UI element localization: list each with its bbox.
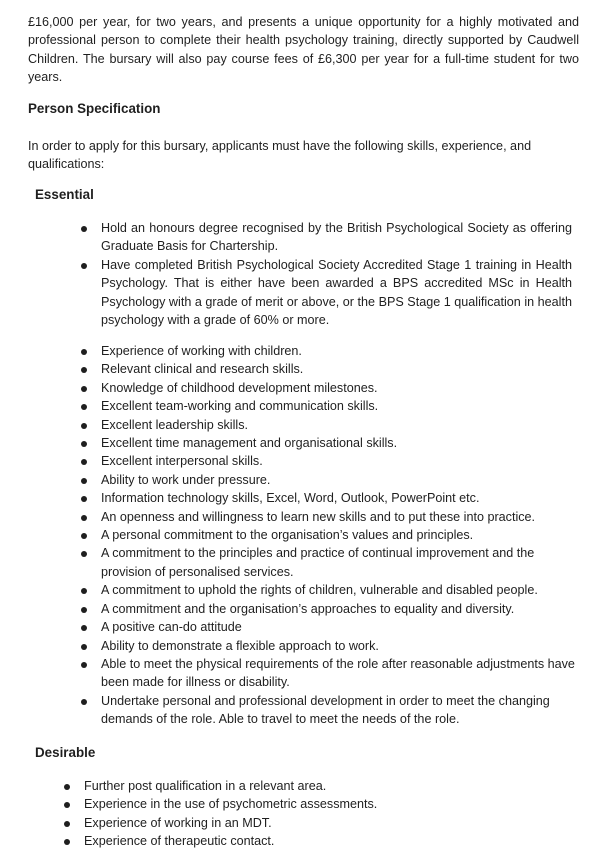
person-specification-intro: In order to apply for this bursary, applicants must have the following skills, experience, and qualifications: bbox=[28, 139, 532, 172]
list-item-text: Relevant clinical and research skills. bbox=[101, 362, 304, 377]
bullet-icon bbox=[64, 802, 70, 808]
list-item-text: An openness and willingness to learn new skills and to put these into practice. bbox=[101, 509, 536, 524]
list-item bbox=[84, 832, 564, 850]
list-item-text: Have completed British Psychological Society Accredited Stage 1 training in Health Psychology. That is either have been awarded a BPS accredited MSc in Health Psychology with a grade of merit or above, or the BPS Stage 1 qualification in health psychology with a grade of 60% or more. bbox=[101, 257, 572, 328]
list-item bbox=[101, 637, 576, 655]
list-item bbox=[101, 397, 576, 415]
list-item bbox=[101, 508, 576, 526]
list-item bbox=[101, 256, 572, 330]
list-item bbox=[101, 544, 576, 581]
list-item-text: Information technology skills, Excel, Word, Outlook, PowerPoint etc. bbox=[101, 491, 480, 506]
list-item-text: Ability to demonstrate a flexible approach to work. bbox=[101, 638, 379, 653]
essential-heading: Essential bbox=[35, 187, 94, 202]
list-item-text: Excellent leadership skills. bbox=[101, 417, 248, 432]
desirable-heading: Desirable bbox=[35, 745, 96, 760]
bullet-icon bbox=[81, 441, 87, 447]
list-item bbox=[101, 600, 576, 618]
bullet-icon bbox=[64, 839, 70, 845]
person-specification-heading: Person Specification bbox=[28, 101, 161, 116]
list-item bbox=[101, 342, 576, 360]
list-item bbox=[101, 434, 576, 452]
list-item bbox=[84, 777, 564, 795]
essential-skills-list bbox=[101, 342, 576, 729]
bullet-icon bbox=[81, 459, 87, 465]
list-item bbox=[101, 416, 576, 434]
bullet-icon bbox=[81, 386, 87, 392]
bullet-icon bbox=[81, 349, 87, 355]
list-item bbox=[101, 489, 576, 507]
bullet-icon bbox=[81, 478, 87, 484]
list-item-text: Excellent interpersonal skills. bbox=[101, 454, 263, 469]
list-item-text: Able to meet the physical requirements of the role after reasonable adjustments have been made for illness or disability. bbox=[101, 656, 575, 690]
list-item bbox=[101, 618, 576, 636]
list-item-text: Hold an honours degree recognised by the British Psychological Society as offering Graduate Basis for Chartership. bbox=[101, 221, 572, 254]
list-item-text: A personal commitment to the organisation’s values and principles. bbox=[101, 528, 474, 543]
bullet-icon bbox=[81, 226, 87, 232]
bullet-icon bbox=[64, 784, 70, 790]
desirable-list bbox=[84, 777, 564, 851]
list-item-text: A commitment to uphold the rights of children, vulnerable and disabled people. bbox=[101, 583, 538, 598]
bullet-icon bbox=[81, 588, 87, 594]
bullet-icon bbox=[81, 423, 87, 429]
list-item-text: Knowledge of childhood development milestones. bbox=[101, 380, 378, 395]
bullet-icon bbox=[81, 515, 87, 521]
bullet-icon bbox=[81, 644, 87, 650]
list-item-text: A positive can-do attitude bbox=[101, 620, 242, 635]
bullet-icon bbox=[81, 699, 87, 705]
bullet-icon bbox=[81, 496, 87, 502]
list-item-text: Experience of working in an MDT. bbox=[84, 815, 272, 830]
list-item bbox=[101, 471, 576, 489]
bullet-icon bbox=[81, 625, 87, 631]
list-item-text: Experience of therapeutic contact. bbox=[84, 834, 275, 849]
list-item-text: Experience of working with children. bbox=[101, 344, 302, 358]
list-item-text: Further post qualification in a relevant area. bbox=[84, 779, 327, 793]
list-item bbox=[84, 814, 564, 832]
list-item-text: Excellent team-working and communication skills. bbox=[101, 399, 379, 414]
list-item bbox=[84, 795, 564, 813]
list-item bbox=[101, 526, 576, 544]
list-item-text: A commitment and the organisation’s approaches to equality and diversity. bbox=[101, 601, 515, 616]
bullet-icon bbox=[81, 533, 87, 539]
list-item bbox=[101, 379, 576, 397]
list-item bbox=[101, 581, 576, 599]
list-item-text: Experience in the use of psychometric assessments. bbox=[84, 797, 378, 812]
bullet-icon bbox=[81, 404, 87, 410]
intro-paragraph: £16,000 per year, for two years, and presents a unique opportunity for a highly motivated and professional person to complete their health psychology training, directly supported by Caudwell Children. The bursary will also pay course fees of £6,300 per year for a full-time student for two years. bbox=[28, 15, 579, 85]
list-item bbox=[101, 219, 572, 256]
list-item bbox=[101, 452, 576, 470]
list-item-text: Ability to work under pressure. bbox=[101, 472, 271, 487]
list-item-text: Excellent time management and organisational skills. bbox=[101, 436, 398, 451]
essential-qualifications-list bbox=[101, 219, 572, 329]
list-item-text: A commitment to the principles and practice of continual improvement and the provision of personalised services. bbox=[101, 546, 535, 579]
bullet-icon bbox=[81, 607, 87, 613]
list-item bbox=[101, 655, 576, 692]
list-item bbox=[101, 360, 576, 378]
list-item bbox=[101, 692, 576, 729]
bullet-icon bbox=[81, 367, 87, 373]
bullet-icon bbox=[64, 821, 70, 827]
list-item-text: Undertake personal and professional development in order to meet the changing demands of the role. Able to travel to meet the needs of the role. bbox=[101, 693, 550, 727]
bullet-icon bbox=[81, 551, 87, 557]
bullet-icon bbox=[81, 662, 87, 668]
bullet-icon bbox=[81, 263, 87, 269]
